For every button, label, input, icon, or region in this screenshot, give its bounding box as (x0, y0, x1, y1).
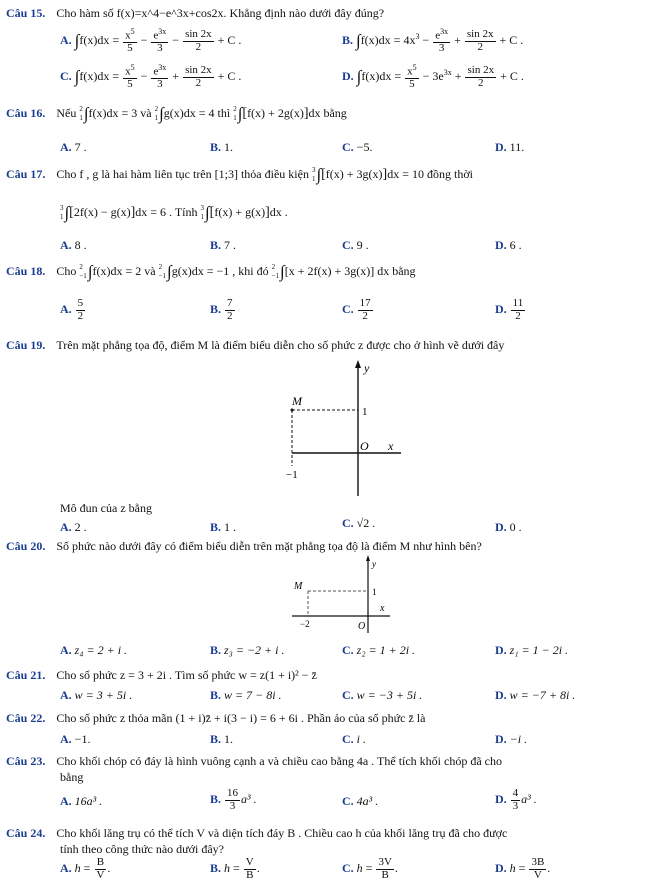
q16-stem: Câu 16. Nếu 2 1 ∫f(x)dx = 3 và 2 1 ∫g(x)dx = 4 thì 2 1 ∫[f(x) + 2g(x)]dx bằng (6, 104, 347, 123)
q17-option-d[interactable]: D. 6 . (495, 238, 522, 252)
q18-option-c[interactable]: C. $\frac{17}{2}$ (342, 297, 371, 322)
q17-option-b[interactable]: B. 7 . (210, 238, 237, 252)
q20-option-d[interactable]: D. z₁ = 1 − 2i . (495, 643, 569, 657)
q15-stem (6, 6, 384, 21)
q20-option-c[interactable]: C. z₂ = 1 + 2i . (342, 643, 416, 657)
q20-option-b[interactable]: B. z₃ = −2 + i . (210, 643, 285, 657)
q23-option-a[interactable]: A. 16a³ . (60, 794, 103, 808)
q23-option-d[interactable]: D. $\frac{4}{3}$ a³ . (495, 787, 537, 812)
q18-option-d[interactable]: D. $\frac{11}{2}$ (495, 297, 524, 322)
q19-label-1: 1 (362, 406, 368, 418)
q18-option-b[interactable]: B. $\frac{7}{2}$ (210, 297, 233, 322)
q21-option-a[interactable]: A. w = 3 + 5i . (60, 688, 133, 702)
q17-stem-line2: 3 1 ∫[2f(x) − g(x)]dx = 6 . Tính 3 1 ∫[f(x) + g(x)]dx . (60, 203, 288, 222)
q20-label-neg2: −2 (300, 619, 310, 629)
q24-stem: Câu 24. Cho khối lăng trụ có thể tích V và diện tích đáy B . Chiều cao h của khối lăng trụ đã cho được (6, 826, 508, 840)
q15-option-b[interactable]: B. $\int f(x)dx = 4x^3$ − $\frac{e^{3x}}{3}$ + $\frac{\sin 2x}{2}$ + C . (342, 27, 524, 55)
q19-label-neg1: −1 (286, 469, 298, 481)
q23-stem: Câu 23. Cho khối chóp có đáy là hình vuông cạnh a và chiều cao bằng 4a . Thể tích khối chóp đã cho (6, 754, 502, 768)
q19-stem2: Mô đun của z bằng (60, 501, 152, 515)
q19-option-d[interactable]: D. 0 . (495, 520, 522, 534)
q19-option-a[interactable]: A. 2 . (60, 520, 87, 534)
q24-option-d[interactable]: D. h = $\frac{3B}{V}$ . (495, 856, 551, 881)
q18-stem: Câu 18. Cho 2 −1 ∫f(x)dx = 2 và 2 −1 ∫g(x)dx = −1 , khi đó 2 −1 ∫[x + 2f(x) + 3g(x)] dx bằng (6, 262, 416, 281)
q20-label-1: 1 (372, 587, 377, 597)
q15-option-c[interactable]: C. ∫f(x)dx = $\frac{x^5}{5}$ − $\frac{e^{3x}}{3}$ + $\frac{\sin 2x}{2}$ + C . (60, 63, 242, 91)
q22-option-d[interactable]: D. −i . (495, 732, 528, 746)
q19-y-arrow (355, 360, 361, 368)
q15-option-a[interactable]: A. ∫f(x)dx = $\frac{x^5}{5}$ − $\frac{e^{3x}}{3}$ − $\frac{\sin 2x}{2}$ + C . (60, 27, 242, 55)
q17-stem: Câu 17. Cho f , g là hai hàm liên tục trên [1;3] thỏa điều kiện 3 1 ∫[f(x) + 3g(x)]dx = 10 đồng thời (6, 165, 473, 184)
q24-stem2: tính theo công thức nào dưới đây? (60, 842, 224, 856)
q19-label-x: x (388, 439, 394, 453)
q20-label-o: O (358, 621, 366, 632)
q24-option-c[interactable]: C. h = $\frac{3V}{B}$ . (342, 856, 398, 881)
q15-text: Cho hàm số f(x)=x^4−e^3x+cos2x. Khẳng định nào dưới đây đúng? (56, 6, 385, 20)
q21-option-d[interactable]: D. w = −7 + 8i . (495, 688, 576, 702)
q22-option-a[interactable]: A. −1. (60, 732, 91, 746)
q20-stem: Câu 20. Số phức nào dưới đây có điểm biểu diễn trên mặt phẳng tọa độ là điểm M như hình bên? (6, 539, 482, 553)
q21-option-c[interactable]: C. w = −3 + 5i . (342, 688, 423, 702)
q20-label-m: M (294, 581, 303, 592)
q24-option-b[interactable]: B. h = $\frac{V}{B}$ . (210, 856, 260, 881)
q17-option-c[interactable]: C. 9 . (342, 238, 369, 252)
q16-option-d[interactable]: D. 11. (495, 140, 525, 154)
q16-option-a[interactable]: A. 7 . (60, 140, 87, 154)
q19-coordinate-graph (256, 358, 406, 498)
q20-option-a[interactable]: A. z₄ = 2 + i . (60, 643, 128, 657)
q18-option-a[interactable]: A. $\frac{5}{2}$ (60, 297, 84, 322)
q20-label-y: y (372, 559, 376, 569)
q22-option-c[interactable]: C. i . (342, 732, 367, 746)
q23-stem2: bằng (60, 770, 84, 784)
q19-label-m: M (292, 394, 302, 408)
q19-option-b[interactable]: B. 1 . (210, 520, 237, 534)
q23-option-c[interactable]: C. 4a³ . (342, 794, 379, 808)
q20-label-x: x (380, 603, 385, 614)
q24-option-a[interactable]: A. h = $\frac{B}{V}$ . (60, 856, 111, 881)
q19-label-y: y (364, 361, 370, 375)
q19-label-o: O (360, 439, 369, 453)
q23-option-b[interactable]: B. $\frac{16}{3}$ a³ . (210, 787, 257, 812)
q21-stem: Câu 21. Cho số phức z = 3 + 2i . Tìm số phức w = z(1 + i)² − z̄ (6, 668, 317, 682)
q19-option-c[interactable]: C. √2 . (342, 516, 376, 530)
q22-stem: Câu 22. Cho số phức z thỏa mãn (1 + i)z̄ + i(3 − i) = 6 + 6i . Phần ảo của số phức z̄ là (6, 711, 426, 725)
q21-option-b[interactable]: B. w = 7 − 8i . (210, 688, 282, 702)
q15-option-d[interactable]: D. ∫f(x)dx = $\frac{x^5}{5}$ − $3e^{3x}$ + $\frac{\sin 2x}{2}$ + C . (342, 63, 524, 91)
q22-option-b[interactable]: B. 1. (210, 732, 234, 746)
q16-option-b[interactable]: B. 1. (210, 140, 234, 154)
q19-point-m (291, 409, 294, 412)
q19-stem: Câu 19. Trên mặt phẳng tọa độ, điểm M là điểm biểu diễn cho số phức z được cho ở hình vẽ dưới đây (6, 338, 505, 352)
q20-coordinate-graph (286, 553, 396, 635)
q16-option-c[interactable]: C. −5. (342, 140, 373, 154)
q17-option-a[interactable]: A. 8 . (60, 238, 87, 252)
q15-label: Câu 15. (6, 6, 46, 20)
q20-y-arrow (366, 555, 370, 561)
